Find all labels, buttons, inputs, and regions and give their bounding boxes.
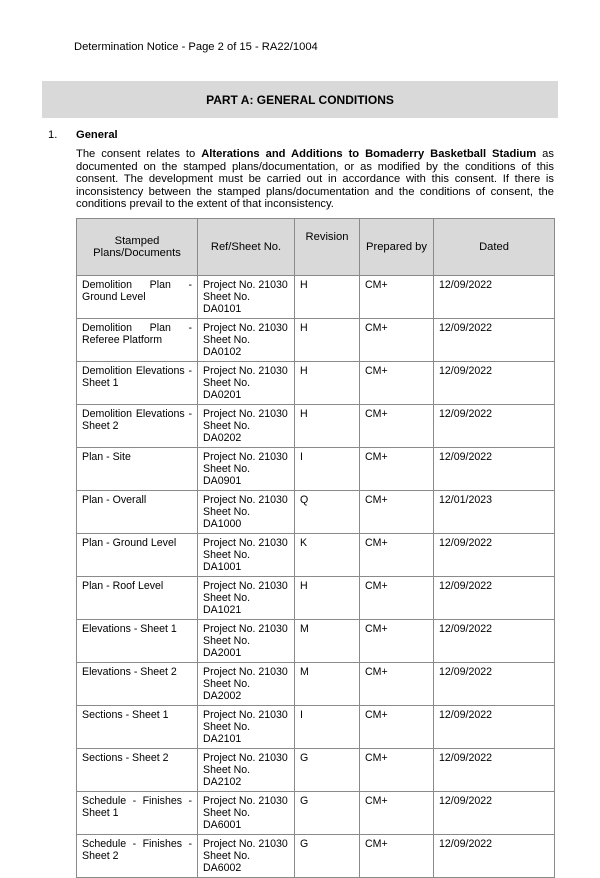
cell-prepared-by-text: CM+ xyxy=(365,752,388,764)
cell-prepared-by-text: CM+ xyxy=(365,795,388,807)
cell-prepared-by-text: CM+ xyxy=(365,537,388,549)
cell-document-text: Elevations - Sheet 2 xyxy=(82,666,177,678)
cell-document xyxy=(77,749,198,792)
cell-prepared-by-text: CM+ xyxy=(365,666,388,678)
cell-dated xyxy=(434,792,555,835)
cell-document-text: Schedule - Finishes - Sheet 2 xyxy=(82,838,192,862)
cell-ref-sheet-text: Sheet No. DA0201 xyxy=(203,377,251,401)
cell-dated-text: 12/09/2022 xyxy=(439,537,493,549)
cell-revision xyxy=(295,448,360,491)
cell-prepared-by xyxy=(360,362,434,405)
cell-ref-sheet-text: Sheet No. DA0202 xyxy=(203,420,251,444)
cell-dated xyxy=(434,405,555,448)
cell-dated xyxy=(434,362,555,405)
cell-dated xyxy=(434,620,555,663)
cell-prepared-by xyxy=(360,448,434,491)
cell-document xyxy=(77,577,198,620)
cell-revision-text: H xyxy=(300,580,308,592)
part-heading-banner xyxy=(42,81,558,118)
cell-document-text: Plan - Overall xyxy=(82,494,147,506)
cell-dated xyxy=(434,491,555,534)
cell-document-text: Elevations - Sheet 1 xyxy=(82,623,177,635)
stamped-plans-table xyxy=(76,218,555,878)
table-row xyxy=(77,620,555,663)
cell-dated-text: 12/09/2022 xyxy=(439,408,493,420)
cell-dated-text: 12/09/2022 xyxy=(439,365,493,377)
cell-prepared-by xyxy=(360,749,434,792)
column-header-prepared-by: Prepared by xyxy=(360,219,434,276)
cell-ref-sheet-text: Project No. 21030 xyxy=(203,666,288,678)
cell-dated-text: 12/09/2022 xyxy=(439,623,493,635)
cell-ref-sheet-text: Project No. 21030 xyxy=(203,322,288,334)
cell-ref-sheet-text: Sheet No. DA1001 xyxy=(203,549,251,573)
cell-revision-text: G xyxy=(300,752,309,764)
cell-ref-sheet-text: Project No. 21030 xyxy=(203,709,288,721)
cell-dated xyxy=(434,448,555,491)
cell-prepared-by xyxy=(360,405,434,448)
cell-ref-sheet-text: Sheet No. DA0101 xyxy=(203,291,251,315)
cell-dated-text: 12/09/2022 xyxy=(439,709,493,721)
cell-ref-sheet-text: Sheet No. DA0102 xyxy=(203,334,251,358)
cell-revision xyxy=(295,577,360,620)
cell-revision-text: M xyxy=(300,623,309,635)
table-row xyxy=(77,362,555,405)
cell-prepared-by xyxy=(360,577,434,620)
cell-ref-sheet-text: Project No. 21030 xyxy=(203,838,288,850)
cell-dated xyxy=(434,663,555,706)
table-row xyxy=(77,491,555,534)
cell-document xyxy=(77,706,198,749)
table-row xyxy=(77,706,555,749)
cell-dated-text: 12/09/2022 xyxy=(439,279,493,291)
cell-prepared-by-text: CM+ xyxy=(365,709,388,721)
development-description: Alterations and Additions to Bomaderry Basketball Stadium xyxy=(201,148,537,160)
cell-document-text: Plan - Ground Level xyxy=(82,537,177,549)
cell-ref-sheet xyxy=(198,491,295,534)
cell-revision xyxy=(295,362,360,405)
column-header-documents: Stamped Plans/Documents xyxy=(77,219,198,276)
cell-dated xyxy=(434,276,555,319)
cell-document xyxy=(77,276,198,319)
table-row xyxy=(77,405,555,448)
table-row xyxy=(77,534,555,577)
cell-document-text: Schedule - Finishes - Sheet 1 xyxy=(82,795,192,819)
table-row xyxy=(77,319,555,362)
cell-ref-sheet xyxy=(198,620,295,663)
cell-prepared-by-text: CM+ xyxy=(365,408,388,420)
cell-revision xyxy=(295,534,360,577)
cell-revision-text: G xyxy=(300,838,309,850)
column-header-revision: Revision xyxy=(295,219,360,276)
cell-document-text: Demolition Plan - Referee Platform xyxy=(82,322,192,346)
cell-dated-text: 12/09/2022 xyxy=(439,451,493,463)
section-title: General xyxy=(76,129,118,141)
intro-text-start: The consent relates to xyxy=(76,148,202,160)
cell-prepared-by-text: CM+ xyxy=(365,365,388,377)
cell-document-text: Sections - Sheet 2 xyxy=(82,752,169,764)
cell-ref-sheet xyxy=(198,792,295,835)
cell-revision-text: H xyxy=(300,365,308,377)
cell-revision xyxy=(295,835,360,878)
cell-dated-text: 12/09/2022 xyxy=(439,666,493,678)
cell-revision-text: H xyxy=(300,322,308,334)
page-header-note: Determination Notice - Page 2 of 15 - RA22/1004 xyxy=(74,41,318,53)
cell-dated xyxy=(434,706,555,749)
cell-dated xyxy=(434,577,555,620)
cell-dated-text: 12/09/2022 xyxy=(439,795,493,807)
cell-ref-sheet-text: Project No. 21030 xyxy=(203,279,288,291)
cell-revision-text: H xyxy=(300,408,308,420)
cell-ref-sheet-text: Sheet No. DA2102 xyxy=(203,764,251,788)
cell-document-text: Plan - Roof Level xyxy=(82,580,164,592)
table-row xyxy=(77,835,555,878)
cell-prepared-by xyxy=(360,620,434,663)
cell-ref-sheet xyxy=(198,706,295,749)
cell-revision xyxy=(295,276,360,319)
cell-ref-sheet-text: Project No. 21030 xyxy=(203,537,288,549)
column-header-ref: Ref/Sheet No. xyxy=(198,219,295,276)
cell-ref-sheet-text: Project No. 21030 xyxy=(203,451,288,463)
cell-revision-text: Q xyxy=(300,494,309,506)
cell-dated-text: 12/09/2022 xyxy=(439,752,493,764)
cell-ref-sheet-text: Sheet No. DA2002 xyxy=(203,678,251,702)
cell-ref-sheet-text: Sheet No. DA0901 xyxy=(203,463,251,487)
cell-ref-sheet xyxy=(198,276,295,319)
cell-ref-sheet-text: Project No. 21030 xyxy=(203,623,288,635)
cell-ref-sheet xyxy=(198,663,295,706)
table-row xyxy=(77,448,555,491)
cell-revision xyxy=(295,706,360,749)
part-heading: PART A: GENERAL CONDITIONS xyxy=(206,92,394,107)
cell-revision xyxy=(295,663,360,706)
cell-revision xyxy=(295,491,360,534)
cell-ref-sheet xyxy=(198,405,295,448)
cell-document xyxy=(77,663,198,706)
cell-prepared-by xyxy=(360,319,434,362)
cell-prepared-by xyxy=(360,663,434,706)
cell-ref-sheet-text: Sheet No. DA2101 xyxy=(203,721,251,745)
cell-document xyxy=(77,620,198,663)
cell-revision xyxy=(295,792,360,835)
cell-document xyxy=(77,448,198,491)
cell-document xyxy=(77,792,198,835)
cell-document xyxy=(77,534,198,577)
cell-ref-sheet-text: Project No. 21030 xyxy=(203,580,288,592)
cell-revision xyxy=(295,749,360,792)
cell-ref-sheet-text: Sheet No. DA2001 xyxy=(203,635,251,659)
cell-document-text: Demolition Plan - Ground Level xyxy=(82,279,192,303)
section-number: 1. xyxy=(48,129,58,141)
cell-ref-sheet-text: Sheet No. DA6001 xyxy=(203,807,251,831)
cell-prepared-by-text: CM+ xyxy=(365,279,388,291)
cell-dated-text: 12/09/2022 xyxy=(439,580,493,592)
cell-ref-sheet xyxy=(198,749,295,792)
cell-prepared-by-text: CM+ xyxy=(365,494,388,506)
cell-ref-sheet-text: Project No. 21030 xyxy=(203,365,288,377)
cell-ref-sheet-text: Sheet No. DA1000 xyxy=(203,506,251,530)
cell-prepared-by-text: CM+ xyxy=(365,580,388,592)
cell-revision-text: G xyxy=(300,795,309,807)
cell-revision-text: I xyxy=(300,709,303,721)
cell-ref-sheet-text: Sheet No. DA6002 xyxy=(203,850,251,874)
cell-revision-text: K xyxy=(300,537,308,549)
cell-prepared-by xyxy=(360,491,434,534)
table-row xyxy=(77,663,555,706)
cell-prepared-by xyxy=(360,534,434,577)
cell-document-text: Demolition Elevations - Sheet 1 xyxy=(82,365,192,389)
cell-revision xyxy=(295,319,360,362)
cell-ref-sheet-text: Sheet No. DA1021 xyxy=(203,592,251,616)
cell-document xyxy=(77,405,198,448)
cell-ref-sheet xyxy=(198,319,295,362)
cell-prepared-by xyxy=(360,835,434,878)
table-header-row xyxy=(77,219,555,276)
cell-prepared-by xyxy=(360,792,434,835)
cell-document xyxy=(77,319,198,362)
cell-ref-sheet-text: Project No. 21030 xyxy=(203,494,288,506)
cell-dated-text: 12/09/2022 xyxy=(439,838,493,850)
cell-document-text: Demolition Elevations - Sheet 2 xyxy=(82,408,192,432)
cell-revision-text: H xyxy=(300,279,308,291)
cell-ref-sheet xyxy=(198,448,295,491)
cell-prepared-by xyxy=(360,706,434,749)
cell-dated-text: 12/09/2022 xyxy=(439,322,493,334)
cell-ref-sheet-text: Project No. 21030 xyxy=(203,752,288,764)
table-body xyxy=(77,276,555,878)
cell-revision xyxy=(295,405,360,448)
column-header-dated: Dated xyxy=(434,219,555,276)
cell-prepared-by-text: CM+ xyxy=(365,623,388,635)
table-row xyxy=(77,749,555,792)
consent-paragraph xyxy=(76,148,554,211)
cell-ref-sheet-text: Project No. 21030 xyxy=(203,408,288,420)
table-row xyxy=(77,577,555,620)
cell-prepared-by-text: CM+ xyxy=(365,838,388,850)
intro-text-end: as documented on the stamped plans/documentation, or as modified by the conditions of this consent. The development must be carried out in accordance with this consent. If there is inconsistency between the stamped plans/documentation and the conditions of consent, the conditions prevail to the extent of that inconsistency. xyxy=(76,148,554,210)
cell-dated xyxy=(434,835,555,878)
cell-dated xyxy=(434,534,555,577)
cell-ref-sheet xyxy=(198,835,295,878)
cell-dated xyxy=(434,749,555,792)
cell-ref-sheet xyxy=(198,577,295,620)
cell-document xyxy=(77,491,198,534)
cell-dated-text: 12/01/2023 xyxy=(439,494,493,506)
cell-revision-text: M xyxy=(300,666,309,678)
cell-document xyxy=(77,835,198,878)
cell-prepared-by-text: CM+ xyxy=(365,451,388,463)
cell-document-text: Plan - Site xyxy=(82,451,131,463)
cell-revision-text: I xyxy=(300,451,303,463)
cell-prepared-by-text: CM+ xyxy=(365,322,388,334)
table-row xyxy=(77,792,555,835)
cell-revision xyxy=(295,620,360,663)
cell-document xyxy=(77,362,198,405)
table-row xyxy=(77,276,555,319)
cell-prepared-by xyxy=(360,276,434,319)
cell-dated xyxy=(434,319,555,362)
cell-ref-sheet xyxy=(198,362,295,405)
cell-ref-sheet-text: Project No. 21030 xyxy=(203,795,288,807)
cell-document-text: Sections - Sheet 1 xyxy=(82,709,169,721)
cell-ref-sheet xyxy=(198,534,295,577)
